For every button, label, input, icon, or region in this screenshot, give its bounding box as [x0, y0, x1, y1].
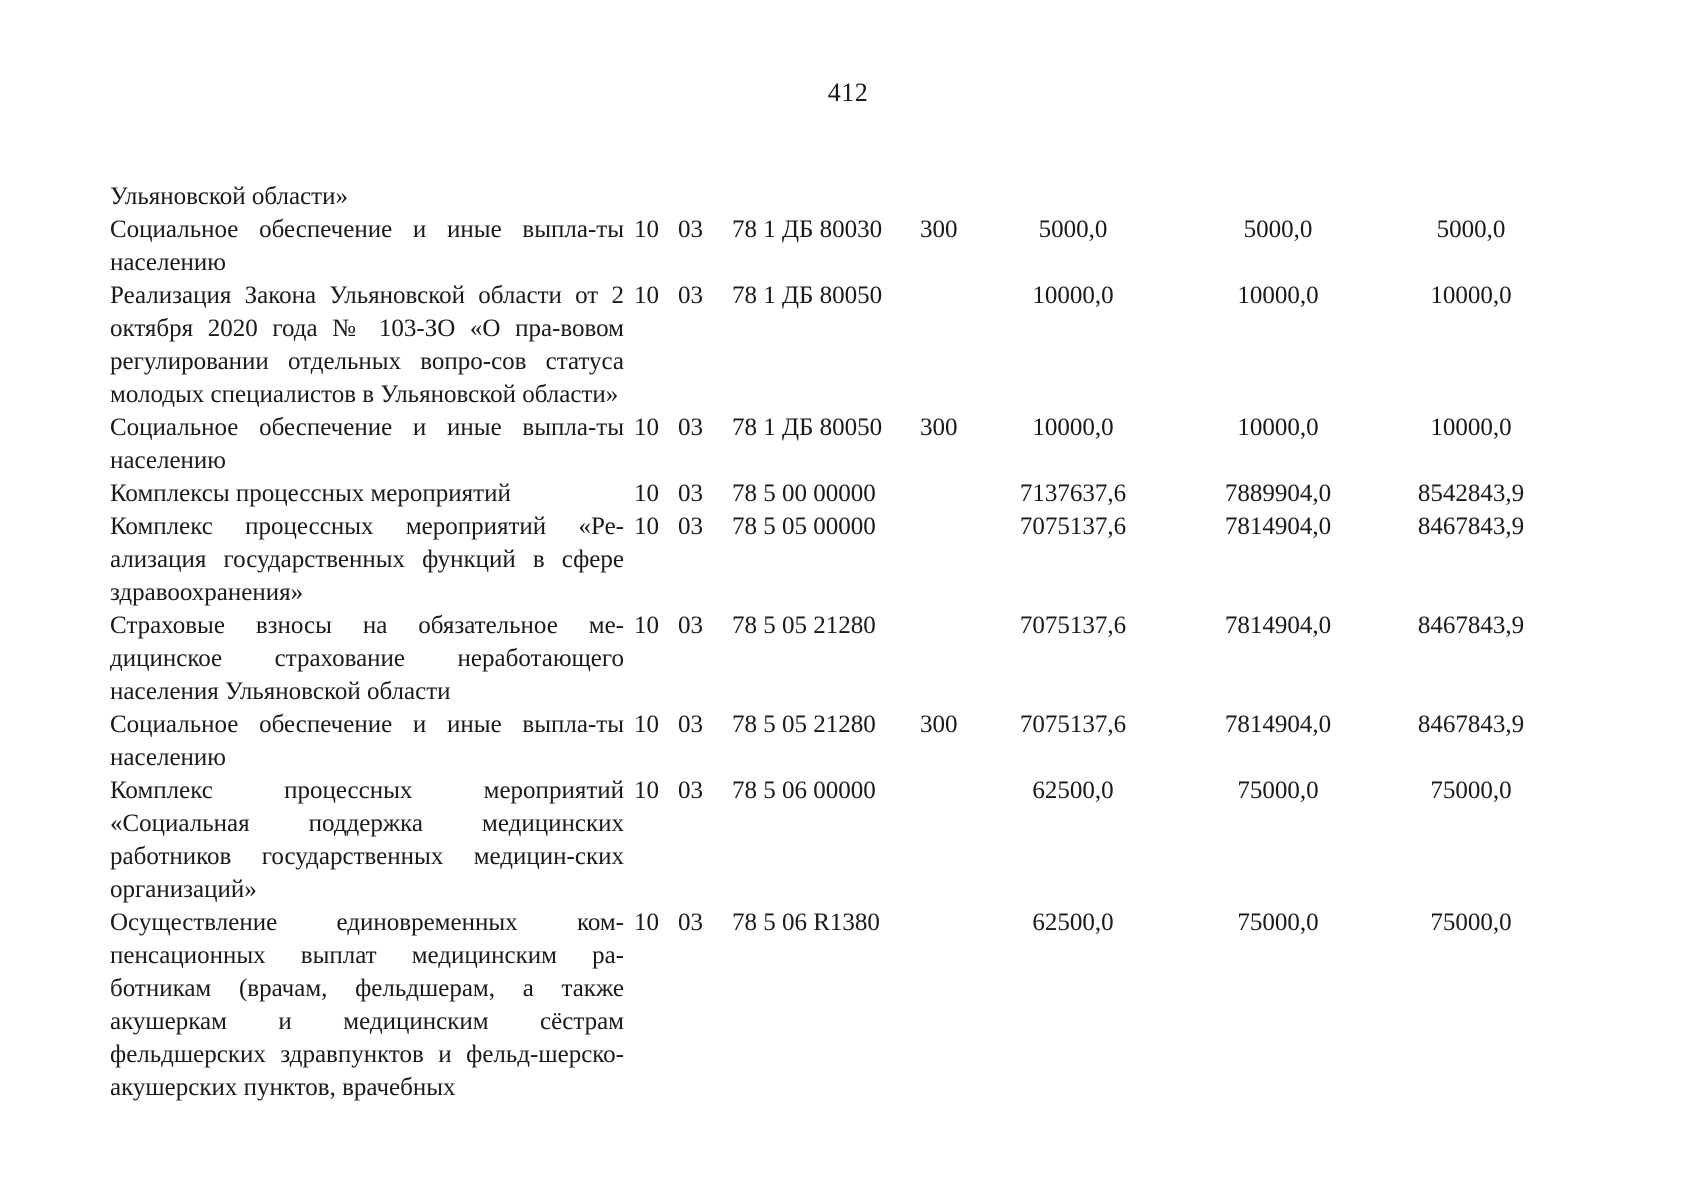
row-target-article: 78 5 05 21280 — [732, 612, 876, 639]
row-expense-type — [918, 609, 978, 708]
row-subsection: 03 — [678, 909, 703, 936]
table-row — [110, 477, 1570, 510]
row-subsection — [676, 180, 728, 213]
row-expense-type — [918, 477, 978, 510]
row-subsection: 03 — [678, 777, 703, 804]
row-name: Ульяновской области» — [110, 183, 348, 210]
row-amount-year-1: 10000,0 — [1032, 414, 1114, 441]
row-subsection: 03 — [678, 480, 703, 507]
row-amount-year-2: 75000,0 — [1237, 777, 1319, 804]
row-section: 10 — [634, 216, 659, 243]
row-amount-year-1 — [978, 180, 1178, 213]
row-subsection: 03 — [678, 282, 703, 309]
row-amount-year-2: 7889904,0 — [1224, 480, 1332, 507]
row-subsection: 03 — [678, 414, 703, 441]
row-name: Реализация Закона Ульяновской области от 2 октября 2020 года № 103-ЗО «О пра-вовом регулировании отдельных вопро-сов статуса молодых специалистов в Ульяновской области» — [110, 282, 624, 408]
row-expense-type — [918, 180, 978, 213]
row-name: Социальное обеспечение и иные выпла-ты населению — [110, 216, 624, 276]
row-section: 10 — [634, 414, 659, 441]
table-row — [110, 906, 1570, 1104]
row-section: 10 — [634, 282, 659, 309]
row-amount-year-3: 5000,0 — [1436, 216, 1506, 243]
row-name: Осуществление единовременных ком-пенсационных выплат медицинским ра-ботникам (врачам, фельдшерам, а также акушеркам и медицинским сёстрам фельдшерских здравпунктов и фельд-шерско-акушерских пунктов, врачебных — [110, 909, 624, 1101]
row-amount-year-1: 7075137,6 — [1019, 711, 1127, 738]
row-amount-year-2: 5000,0 — [1243, 216, 1313, 243]
budget-table — [110, 180, 1570, 1104]
budget-table-body — [110, 180, 1570, 1104]
row-amount-year-3: 8467843,9 — [1417, 612, 1525, 639]
row-amount-year-1: 7137637,6 — [1019, 480, 1127, 507]
row-section — [630, 180, 676, 213]
row-expense-type — [918, 279, 978, 411]
row-amount-year-3: 8542843,9 — [1417, 480, 1525, 507]
row-section: 10 — [634, 711, 659, 738]
row-amount-year-2: 7814904,0 — [1224, 612, 1332, 639]
row-amount-year-3: 10000,0 — [1430, 282, 1512, 309]
row-amount-year-2: 7814904,0 — [1224, 711, 1332, 738]
row-amount-year-1: 62500,0 — [1032, 777, 1114, 804]
row-name: Комплексы процессных мероприятий — [110, 480, 511, 507]
row-subsection: 03 — [678, 711, 703, 738]
row-target-article: 78 1 ДБ 80050 — [732, 414, 883, 441]
row-amount-year-1: 10000,0 — [1032, 282, 1114, 309]
row-target-article: 78 1 ДБ 80030 — [732, 216, 883, 243]
row-amount-year-3: 75000,0 — [1430, 777, 1512, 804]
row-section: 10 — [634, 612, 659, 639]
row-subsection: 03 — [678, 216, 703, 243]
row-expense-type — [918, 906, 978, 1104]
row-section: 10 — [634, 777, 659, 804]
row-section: 10 — [634, 513, 659, 540]
row-name: Социальное обеспечение и иные выпла-ты населению — [110, 414, 624, 474]
row-section: 10 — [634, 909, 659, 936]
row-section: 10 — [634, 480, 659, 507]
row-target-article: 78 5 05 21280 — [732, 711, 876, 738]
row-target-article: 78 5 06 R1380 — [732, 909, 880, 936]
row-amount-year-3: 8467843,9 — [1417, 711, 1525, 738]
row-target-article: 78 1 ДБ 80050 — [732, 282, 883, 309]
table-row — [110, 510, 1570, 609]
row-amount-year-2: 10000,0 — [1237, 414, 1319, 441]
row-amount-year-3 — [1378, 180, 1570, 213]
page-number: 412 — [827, 78, 869, 107]
row-name: Комплекс процессных мероприятий «Социальная поддержка медицинских работников государственных медицин-ских организаций» — [110, 777, 624, 903]
row-target-article: 78 5 06 00000 — [732, 777, 876, 804]
row-amount-year-3: 10000,0 — [1430, 414, 1512, 441]
table-row — [110, 180, 1570, 213]
row-amount-year-2: 7814904,0 — [1224, 513, 1332, 540]
row-expense-type — [918, 774, 978, 906]
row-expense-type: 300 — [920, 414, 958, 441]
row-amount-year-1: 62500,0 — [1032, 909, 1114, 936]
table-row — [110, 279, 1570, 411]
row-amount-year-2: 10000,0 — [1237, 282, 1319, 309]
table-row — [110, 411, 1570, 477]
table-row — [110, 213, 1570, 279]
table-row — [110, 708, 1570, 774]
row-target-article: 78 5 05 00000 — [732, 513, 876, 540]
row-expense-type: 300 — [920, 711, 958, 738]
row-amount-year-3: 8467843,9 — [1417, 513, 1525, 540]
row-expense-type: 300 — [920, 216, 958, 243]
row-amount-year-1: 7075137,6 — [1019, 612, 1127, 639]
row-subsection: 03 — [678, 513, 703, 540]
row-amount-year-2: 75000,0 — [1237, 909, 1319, 936]
row-target-article — [728, 180, 918, 213]
row-expense-type — [918, 510, 978, 609]
row-amount-year-2 — [1178, 180, 1378, 213]
row-target-article: 78 5 00 00000 — [732, 480, 876, 507]
table-row — [110, 609, 1570, 708]
row-amount-year-1: 5000,0 — [1038, 216, 1108, 243]
row-name: Социальное обеспечение и иные выпла-ты населению — [110, 711, 624, 771]
row-name: Страховые взносы на обязательное ме-дицинское страхование неработающего населения Ульяновской области — [110, 612, 624, 705]
row-subsection: 03 — [678, 612, 703, 639]
row-name: Комплекс процессных мероприятий «Ре-ализация государственных функций в сфере здравоохранения» — [110, 513, 624, 606]
row-amount-year-3: 75000,0 — [1430, 909, 1512, 936]
row-amount-year-1: 7075137,6 — [1019, 513, 1127, 540]
table-row — [110, 774, 1570, 906]
